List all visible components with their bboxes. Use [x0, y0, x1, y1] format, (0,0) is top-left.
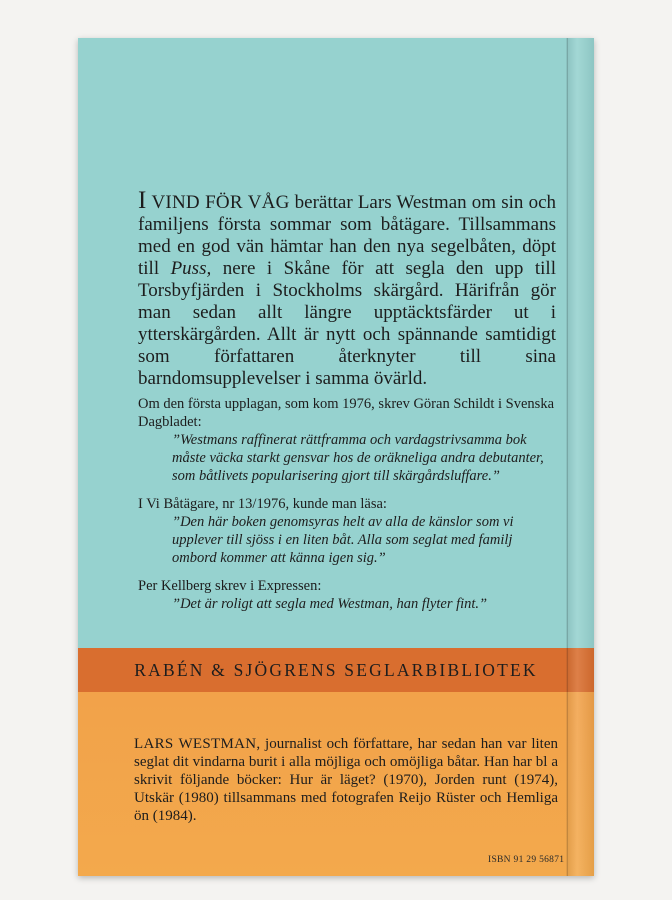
review-intro: Per Kellberg skrev i Expressen: [138, 578, 322, 594]
intro-lead-cap: I [138, 187, 147, 214]
author-bio-text: , journalist och författare, har sedan han var liten seglat dit vindarna burit i alla möjliga och omöjliga båtar. Han har bl a skrivit följande böcker: Hur är läget? (1970), Jorden runt (1974), Utskär (1980) tillsammans med fotografen Reijo Rüster och Hemliga ön (1984). [134, 736, 558, 824]
reviews-section [138, 395, 554, 613]
author-name: LARS WESTMAN [134, 736, 257, 752]
intro-text-2: nere i Skåne för att segla den upp till Torsbyfjärden i Stockholms skärgård. Härifrån gör man sedan allt längre upptäcktsfärder ut i ytterskärgården. Allt är nytt och spännande samtidigt som författaren återknyter till sina barndomsupplevelser i samma övärld. [138, 258, 556, 389]
book-back-cover [78, 38, 594, 876]
series-title: RABÉN & SJÖGRENS SEGLARBIBLIOTEK [134, 660, 538, 680]
boat-name: Puss, [170, 258, 212, 279]
intro-text-1: berättar Lars Westman om sin och familjens första sommar som båtägare. Tillsammans med en god vän hämtar han den nya segelbåten, döpt till [138, 192, 557, 279]
intro-paragraph [138, 187, 557, 390]
spine [566, 38, 594, 876]
review-quote: ”Westmans raffinerat rättframma och vardagstrivsamma bok måste väcka starkt gensvar hos de oräkneliga andra debutanter, som båtlivets popularisering gjort till skärgårdsluffare.” [172, 432, 544, 484]
review-quote: ”Den här boken genomsyras helt av alla de känslor som vi upplever till sjöss i en liten båt. Alla som seglat med familj ombord kommer att känna igen sig.” [172, 514, 514, 566]
book-title-caps: VIND FÖR VÅG [151, 192, 290, 213]
review-intro: I Vi Båtägare, nr 13/1976, kunde man läsa: [138, 496, 387, 512]
author-bio [134, 735, 558, 825]
isbn-label: ISBN 91 29 56871 [488, 855, 565, 865]
review-quote: ”Det är roligt att segla med Westman, han flyter fint.” [172, 596, 488, 612]
review-intro: Om den första upplagan, som kom 1976, skrev Göran Schildt i Svenska Dagbladet: [138, 396, 555, 430]
